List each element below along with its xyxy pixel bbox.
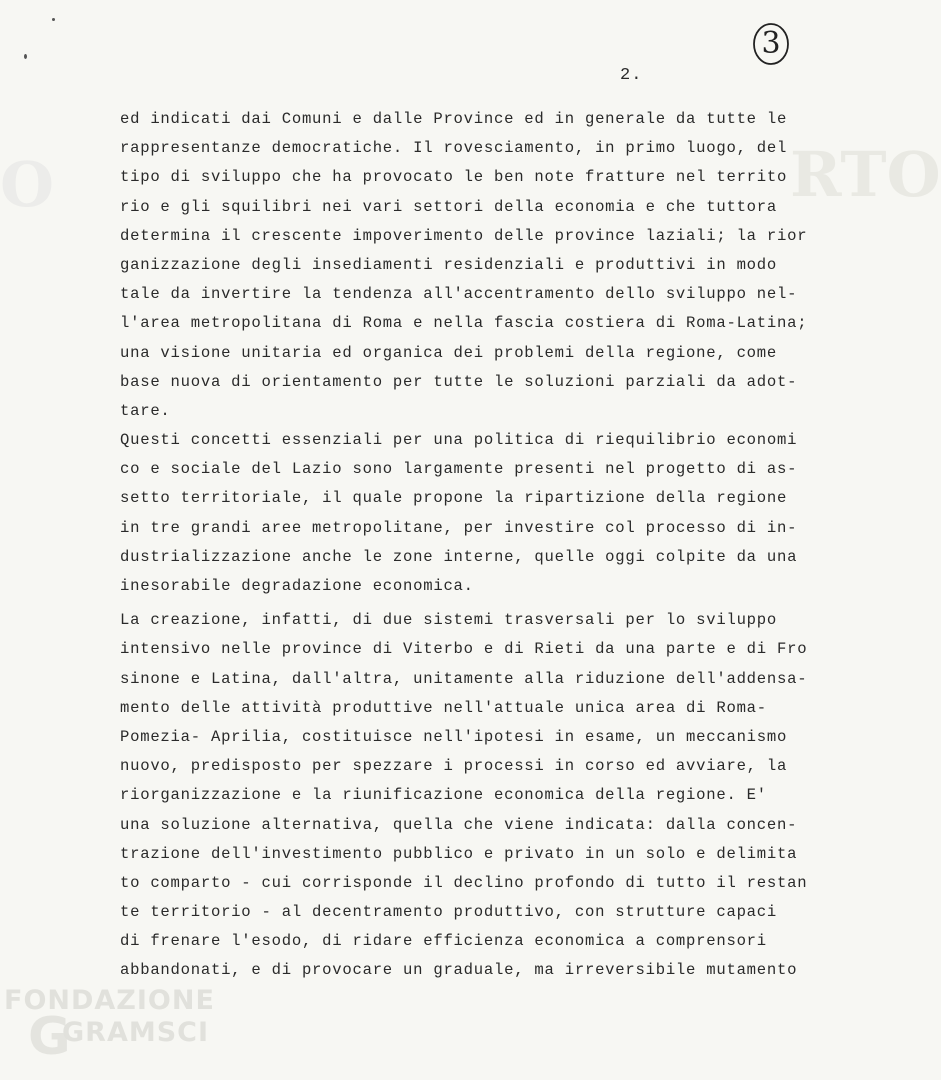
text-line: tare. [120,401,171,420]
watermark-line1: FONDAZIONE [4,985,215,1016]
text-line: setto territoriale, il quale propone la ripartizione della regione [120,489,788,508]
text-line: sinone e Latina, dall'altra, unitamente alla riduzione dell'addensa- [120,669,808,688]
text-line: dustrializzazione anche le zone interne, quelle oggi colpite da una [120,547,798,566]
text-line: una visione unitaria ed organica dei problemi della regione, come [120,343,778,362]
text-line: in tre grandi aree metropolitane, per investire col processo di in- [120,518,798,537]
bleed-through-text: RTO [790,138,941,211]
text-line: base nuova di orientamento per tutte le soluzioni parziali da adot- [120,372,798,391]
watermark-g-mark: G [28,1007,71,1067]
text-line: te territorio - al decentramento produttivo, con strutture capaci [120,903,778,922]
text-line: abbandonati, e di provocare un graduale, ma irreversibile mutamento [120,961,798,980]
watermark-line2: GRAMSCI [62,1017,210,1048]
scan-speck [24,54,27,59]
text-line: Pomezia- Aprilia, costituisce nell'ipotesi in esame, un meccanismo [120,727,788,746]
text-line: to comparto - cui corrisponde il declino profondo di tutto il restan [120,873,808,892]
text-line: nuovo, predisposto per spezzare i processi in corso ed avviare, la [120,757,788,776]
text-line: l'area metropolitana di Roma e nella fascia costiera di Roma-Latina; [120,314,808,333]
watermark-logo [0,985,230,1065]
body-text [120,105,808,986]
bleed-through-text: O [0,148,55,221]
page-number: 2. [620,66,643,85]
text-line: inesorabile degradazione economica. [120,577,474,595]
scan-speck [52,18,55,21]
text-line: tipo di sviluppo che ha provocato le ben note fratture nel territo [120,168,788,187]
text-line: tale da invertire la tendenza all'accentramento dello sviluppo nel- [120,285,798,304]
text-line: intensivo nelle province di Viterbo e di Rieti da una parte e di Fro [120,640,808,659]
text-line: una soluzione alternativa, quella che viene indicata: dalla concen- [120,815,798,834]
handwritten-sheet-number [752,22,790,66]
text-line: determina il crescente impoverimento delle province laziali; la rior [120,226,808,245]
text-line: ed indicati dai Comuni e dalle Province ed in generale da tutte le [120,110,788,128]
sheet-number-value: 3 [761,26,781,61]
text-line: di frenare l'esodo, di ridare efficienza economica a comprensori [120,932,767,951]
text-line: rappresentanze democratiche. Il rovesciamento, in primo luogo, del [120,139,788,158]
text-line: trazione dell'investimento pubblico e privato in un solo e delimita [120,844,798,863]
text-line: La creazione, infatti, di due sistemi trasversali per lo sviluppo [120,611,778,630]
text-line: co e sociale del Lazio sono largamente presenti nel progetto di as- [120,460,798,479]
text-line: riorganizzazione e la riunificazione economica della regione. E' [120,786,767,805]
text-line: rio e gli squilibri nei vari settori della economia e che tuttora [120,197,778,216]
text-line: ganizzazione degli insediamenti residenziali e produttivi in modo [120,255,778,274]
text-line: Questi concetti essenziali per una politica di riequilibrio economi [120,431,798,450]
text-line: mento delle attività produttive nell'attuale unica area di Roma- [120,698,767,717]
